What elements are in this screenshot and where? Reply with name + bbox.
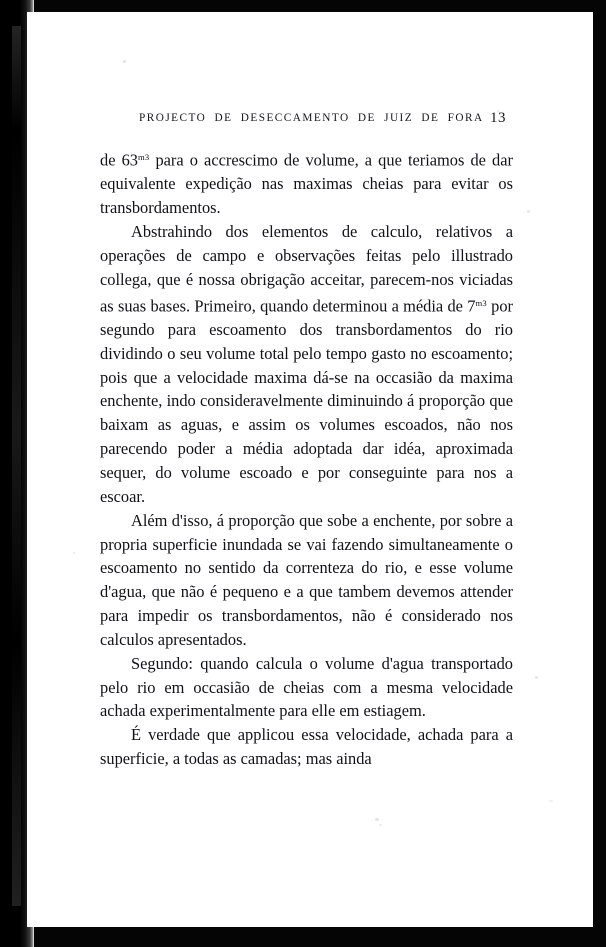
paragraph-lead: Abstrahindo dos elementos de calculo, relativos a operações de campo e observações feitas pelo illustrado collega, que é nossa obrigação acceitar, parecem-nos viciadas as suas bases. Primeiro, quando determinou a média de 7 <box>100 222 513 316</box>
scan-speck <box>549 800 553 802</box>
scan-speck <box>73 552 75 554</box>
page-number: 13 <box>490 110 506 126</box>
running-head <box>27 112 593 132</box>
running-head-title: PROJECTO DE DESECCAMENTO DE JUIZ DE FORA <box>139 112 484 124</box>
scan-gutter-streak <box>12 26 21 906</box>
paragraph-lead: de 63 <box>100 150 138 170</box>
scan-speck <box>535 676 538 679</box>
scan-speck <box>527 210 530 213</box>
paragraph <box>100 146 513 220</box>
paragraph-text: para o accrescimo de volume, a que teriamos de dar equivalente expedição nas maximas cheias para evitar os transbordamentos. <box>100 150 513 218</box>
paragraph-text: É verdade que applicou essa velocidade, achada para a superficie, a todas as camadas; mas ainda <box>100 725 513 769</box>
paragraph <box>100 723 513 771</box>
paragraph <box>100 509 513 652</box>
paragraph <box>100 220 513 509</box>
body-text-block <box>100 146 513 771</box>
paragraph-text: por segundo para escoamento dos transbordamentos do rio dividindo o seu volume total pelo tempo gasto no escoamento; pois que a velocidade maxima dá-se na occasião da maxima enchente, indo consideravelmente diminuindo á proporção que baixam as aguas, e assim os volumes escoados, não nos parecendo poder a média adoptada dar idéa, aproximada sequer, do volume escoado e por conseguinte para nos a escoar. <box>100 296 513 506</box>
scan-speck <box>123 60 126 63</box>
scan-speck <box>379 824 382 826</box>
paragraph-text: Além d'isso, á proporção que sobe a enchente, por sobre a propria superficie inundada se vai fazendo simultaneamente o escoamento no sentido da correnteza do rio, e esse volume d'agua, que não é pequeno e a que tambem devemos attender para impedir os transbordamentos, não é considerado nos calculos apresentados. <box>100 510 513 649</box>
unit-superscript: m3 <box>137 152 150 162</box>
paragraph-text: Segundo: quando calcula o volume d'agua transportado pelo rio em occasião de cheias com a mesma velocidade achada experimentalmente para elle em estiagem. <box>100 653 513 721</box>
unit-superscript: m3 <box>475 297 487 308</box>
paragraph <box>100 652 513 724</box>
page-paper <box>27 12 593 927</box>
scan-speck <box>375 818 379 821</box>
